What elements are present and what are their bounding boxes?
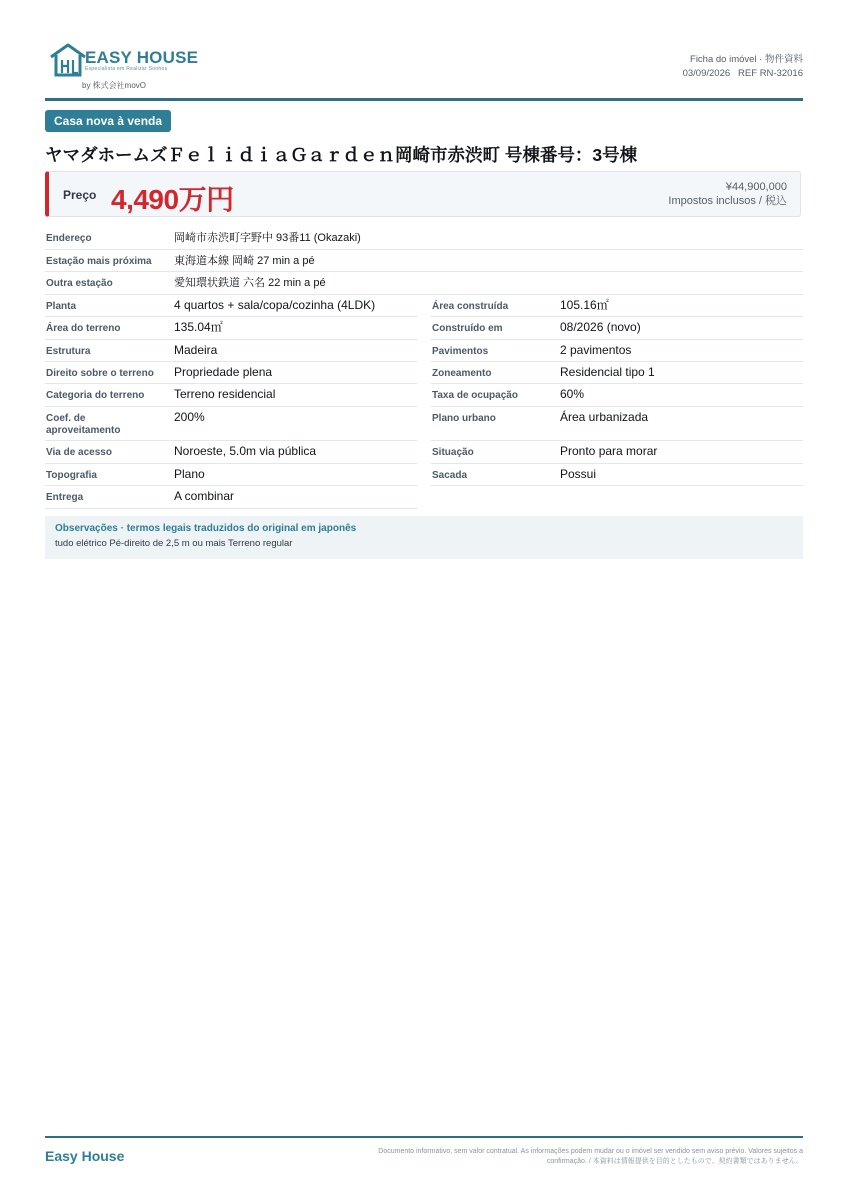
spec-value: 60% bbox=[560, 387, 585, 401]
spec-value: 105.16㎡ bbox=[560, 298, 609, 312]
spec-value: A combinar bbox=[174, 489, 235, 503]
footer-divider bbox=[45, 1136, 803, 1138]
price-main: 4,490万円 bbox=[111, 184, 234, 215]
footer-brand: Easy House bbox=[45, 1148, 125, 1164]
price-tax-note: Impostos inclusos / 税込 bbox=[668, 195, 787, 207]
spec-floor-plan bbox=[45, 295, 417, 317]
spec-value: Pronto para morar bbox=[560, 444, 658, 458]
spec-value: Noroeste, 5.0m via pública bbox=[174, 444, 317, 458]
price-label: Preço bbox=[63, 188, 97, 202]
header-divider bbox=[45, 98, 803, 101]
spec-balcony bbox=[431, 464, 803, 486]
price-box bbox=[45, 171, 801, 217]
spec-value: 08/2026 (novo) bbox=[560, 320, 641, 334]
spec-land-category bbox=[45, 384, 417, 407]
spec-access-road bbox=[45, 441, 417, 464]
spec-label: Estrutura bbox=[46, 346, 91, 357]
spec-floors bbox=[431, 340, 803, 362]
footer-disclaimer: Documento informativo, sem valor contratual. As informações podem mudar ou o imóvel ser vendido sem aviso prévio. Valores sujeitos a confirmação. / 本資料は情報提供を目的としたもので、契約書類ではありません。 bbox=[378, 1148, 803, 1165]
spec-structure bbox=[45, 340, 417, 362]
spec-label: Entrega bbox=[46, 492, 84, 503]
spec-label: Construído em bbox=[432, 323, 503, 334]
spec-label: Zoneamento bbox=[432, 368, 492, 379]
spec-value: Plano bbox=[174, 467, 205, 481]
spec-label: Topografia bbox=[46, 470, 97, 481]
spec-address bbox=[45, 227, 803, 250]
spec-land-area bbox=[45, 317, 417, 340]
notes-title: Observações · termos legais traduzidos do original em japonês bbox=[55, 523, 357, 534]
spec-land-rights bbox=[45, 362, 417, 384]
spec-label: Área construída bbox=[432, 301, 509, 312]
spec-built-area bbox=[431, 295, 803, 317]
document-date-ref: 03/09/2026 REF RN-32016 bbox=[682, 68, 803, 79]
spec-delivery bbox=[45, 486, 417, 509]
spec-value: 2 pavimentos bbox=[560, 343, 632, 357]
spec-label: Planta bbox=[46, 301, 77, 312]
spec-label: Outra estação bbox=[46, 278, 113, 289]
spec-label: Via de acesso bbox=[46, 447, 112, 458]
spec-label: Direito sobre o terreno bbox=[46, 368, 154, 379]
spec-value: Terreno residencial bbox=[174, 387, 276, 401]
spec-value: Residencial tipo 1 bbox=[560, 365, 655, 379]
notes-box bbox=[45, 516, 803, 559]
spec-value: 200% bbox=[174, 410, 205, 424]
spec-value: Área urbanizada bbox=[560, 410, 649, 424]
spec-value: Madeira bbox=[174, 343, 218, 357]
spec-urban-plan bbox=[431, 407, 803, 441]
brand-by: by 株式会社movO bbox=[82, 81, 147, 90]
spec-value: 135.04㎡ bbox=[174, 320, 223, 334]
price-yen: ¥44,900,000 bbox=[725, 181, 787, 193]
spec-value: 東海道本線 岡崎 27 min a pé bbox=[174, 255, 315, 267]
document-type: Ficha do imóvel · 物件資料 bbox=[690, 54, 803, 65]
spec-label: Situação bbox=[432, 447, 474, 458]
brand-name: EASY HOUSE bbox=[85, 48, 199, 67]
spec-label: Pavimentos bbox=[432, 346, 489, 357]
spec-topography bbox=[45, 464, 417, 486]
spec-label: Plano urbano bbox=[432, 413, 496, 424]
brand-tagline: Especialista em Realizar Sonhos bbox=[85, 66, 168, 72]
spec-value: Propriedade plena bbox=[174, 365, 273, 379]
spec-value: 愛知環状鉄道 六名 22 min a pé bbox=[174, 277, 326, 289]
spec-label: Estação mais próxima bbox=[46, 256, 152, 267]
listing-title: ヤマダホームズＦｅｌｉｄｉａＧａｒｄｅｎ岡崎市赤渋町 号棟番号：3号棟 bbox=[45, 145, 638, 165]
spec-value: Possui bbox=[560, 467, 597, 481]
spec-nearest-station bbox=[45, 250, 803, 272]
house-logo-icon bbox=[48, 42, 88, 78]
header bbox=[45, 42, 803, 100]
document-meta bbox=[683, 53, 803, 81]
spec-built-in bbox=[431, 317, 803, 340]
spec-label: Categoria do terreno bbox=[46, 390, 145, 401]
spec-far bbox=[45, 407, 417, 441]
notes-text: tudo elétrico Pé-direito de 2,5 m ou mais Terreno regular bbox=[55, 538, 293, 549]
spec-label: Coef. de aproveitamento bbox=[46, 413, 121, 436]
spec-label: Endereço bbox=[46, 233, 92, 244]
property-sheet bbox=[45, 0, 803, 1200]
spec-status bbox=[431, 441, 803, 464]
spec-other-station bbox=[45, 272, 803, 295]
spec-value: 4 quartos + sala/copa/cozinha (4LDK) bbox=[174, 298, 376, 312]
spec-value: 岡崎市赤渋町字野中 93番11 (Okazaki) bbox=[174, 232, 361, 244]
spec-label: Taxa de ocupação bbox=[432, 390, 518, 401]
spec-label: Sacada bbox=[432, 470, 468, 481]
spec-zoning bbox=[431, 362, 803, 384]
price-detail bbox=[668, 180, 787, 208]
listing-badge: Casa nova à venda bbox=[45, 110, 171, 132]
spec-label: Área do terreno bbox=[46, 323, 121, 334]
spec-coverage bbox=[431, 384, 803, 407]
